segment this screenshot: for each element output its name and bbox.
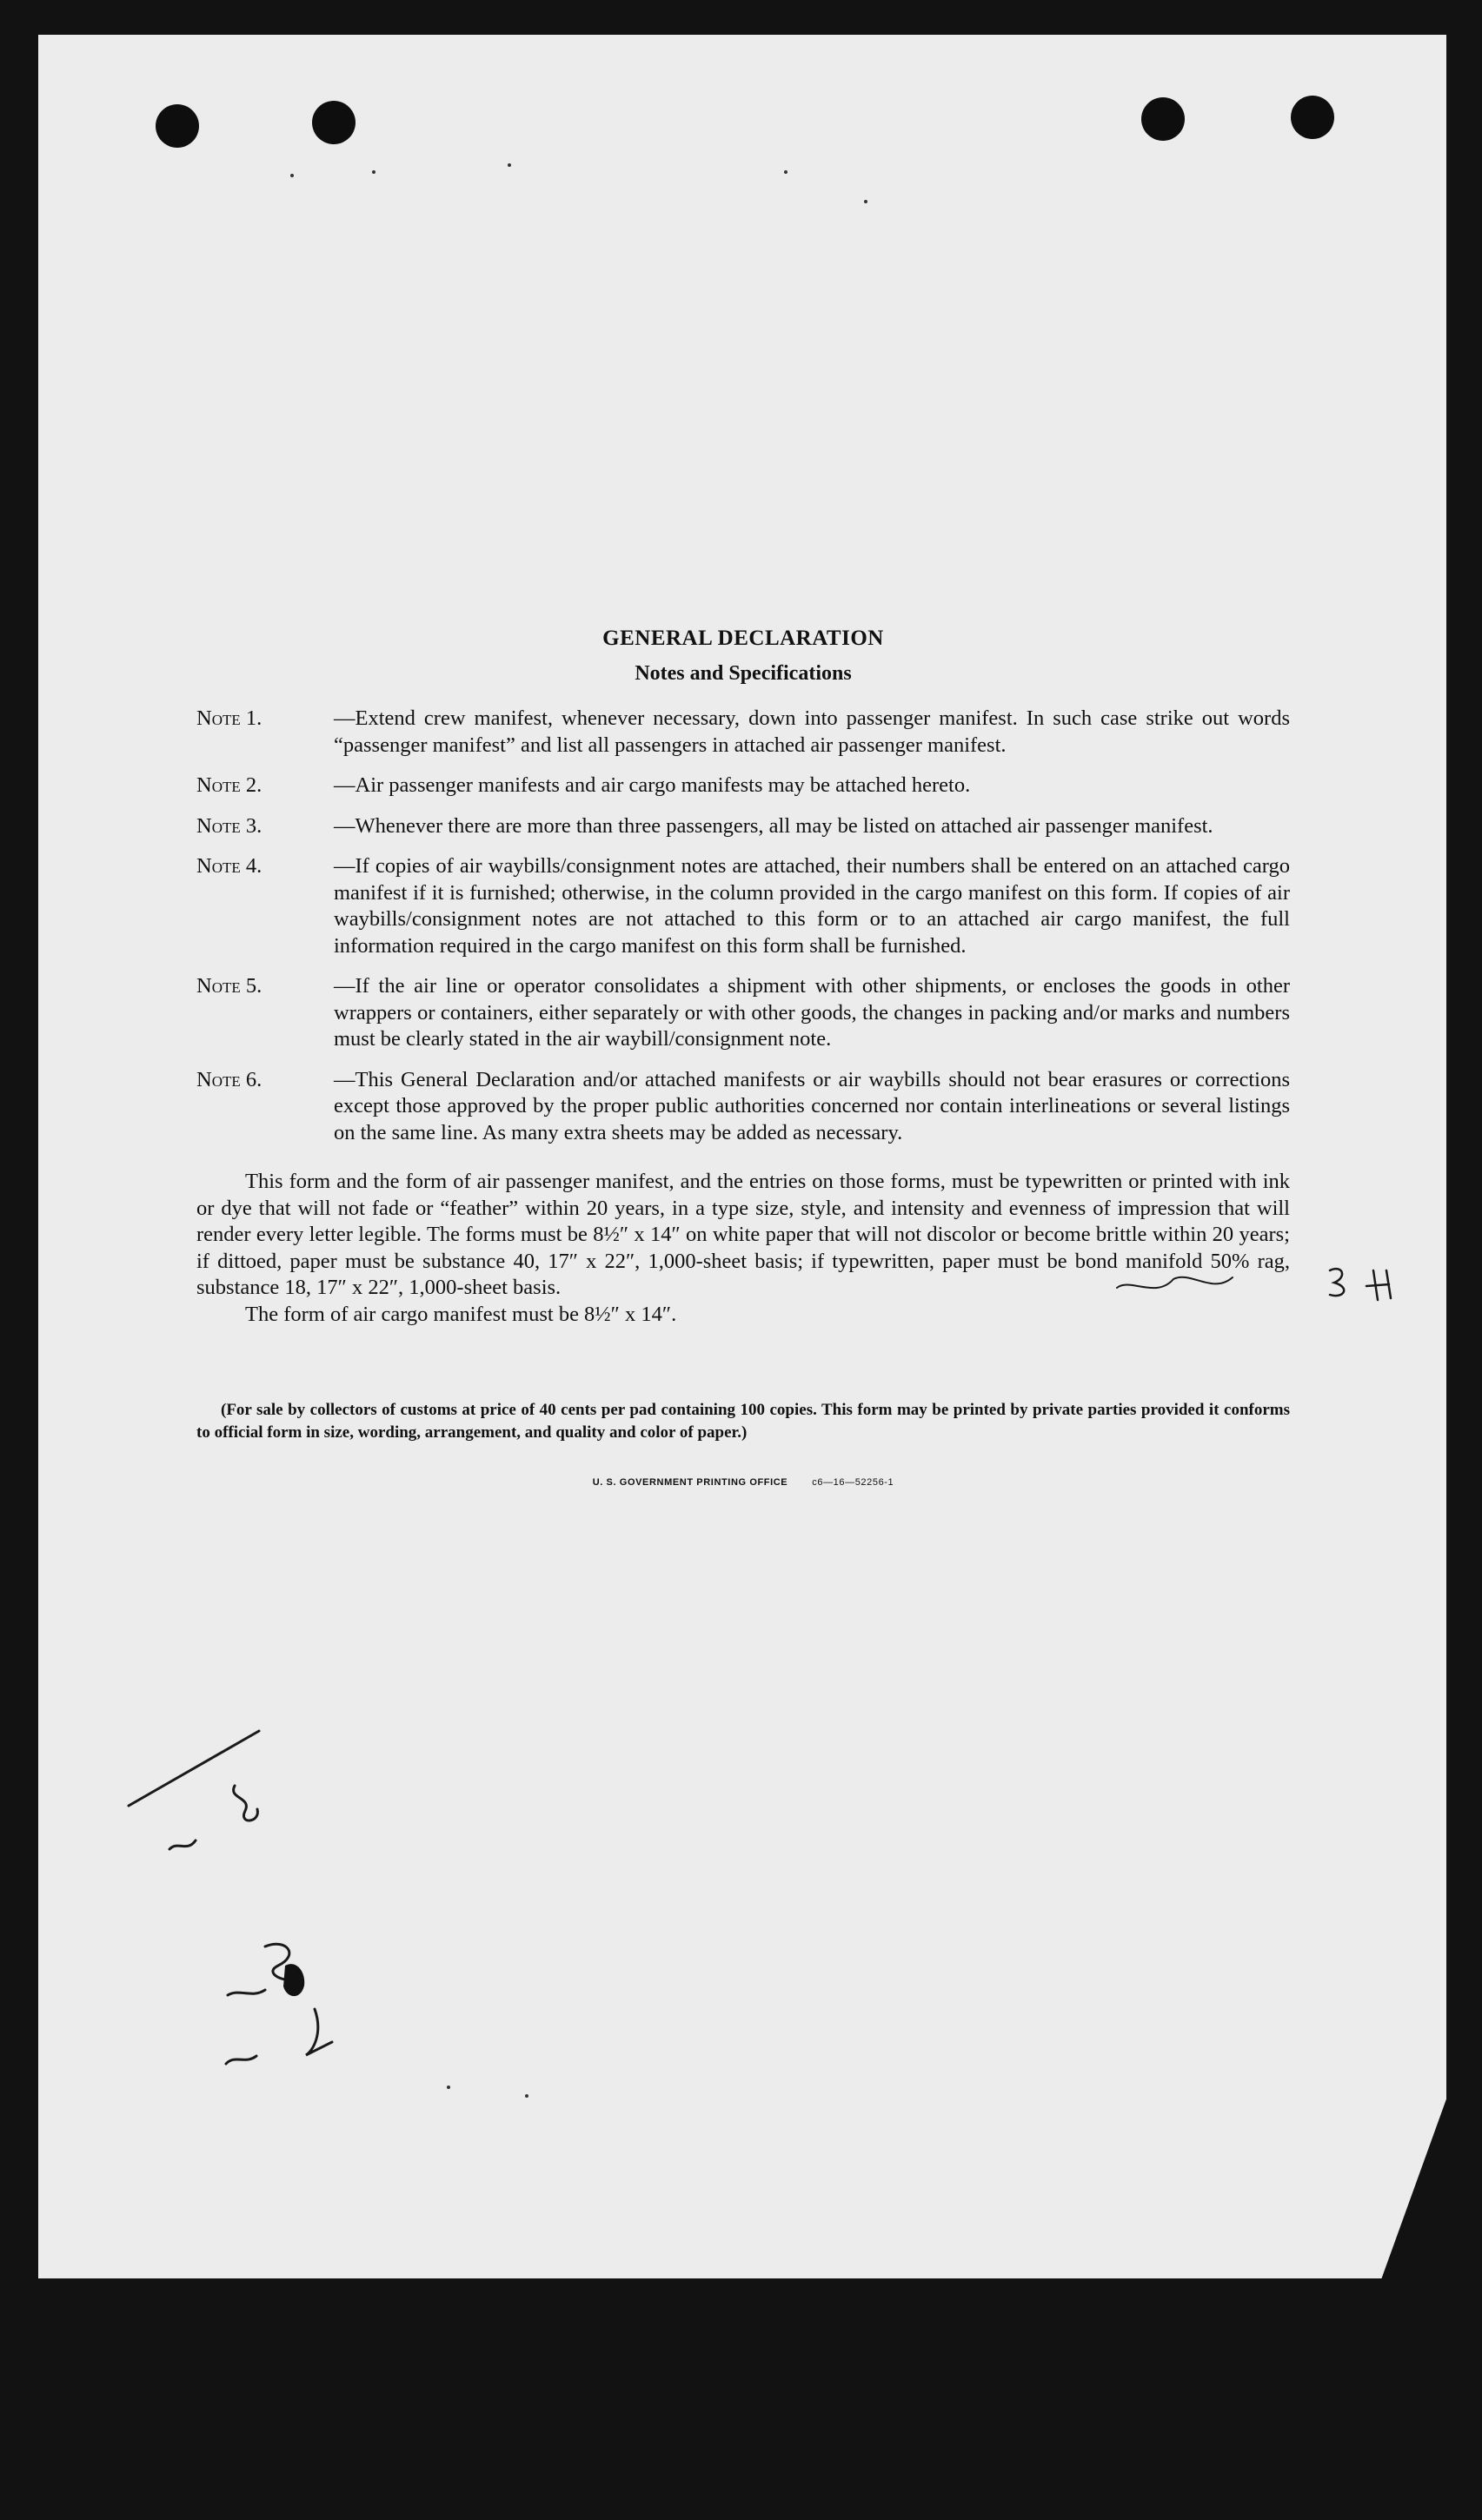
note-text: —Extend crew manifest, whenever necessary, down into passenger manifest. In such case strike out words “passenger manifest” and list all passengers in attached air passenger manifest. <box>334 706 1290 757</box>
note-5 <box>196 973 1290 1053</box>
note-label: Note 5. <box>196 974 263 998</box>
note-text: —Air passenger manifests and air cargo manifests may be attached hereto. <box>334 773 971 797</box>
printer-name: U. S. GOVERNMENT PRINTING OFFICE <box>592 1477 788 1488</box>
punch-hole-icon <box>1141 97 1185 141</box>
note-text: —Whenever there are more than three passengers, all may be listed on attached air passenger manifest. <box>334 813 1213 838</box>
note-3 <box>196 813 1290 840</box>
punch-hole-icon <box>312 101 356 144</box>
note-label: Note 2. <box>196 773 263 797</box>
ink-speck <box>290 174 294 177</box>
note-4 <box>196 853 1290 959</box>
paper-specification-paragraph: This form and the form of air passenger manifest, and the entries on those forms, must be typewritten or printed with ink or dye that will not fade or “feather” within 20 years, in a type size, style, and intensity and evenness of impression that will render every letter legible. The forms must be 8½″ x 14″ on white paper that will not discolor or become brittle within 20 years; if dittoed, paper must be substance 40, 17″ x 22″, 1,000-sheet basis; if typewritten, paper must be bond manifold 50% rag, substance 18, 17″ x 22″, 1,000-sheet basis. <box>196 1170 1290 1299</box>
ink-speck <box>864 200 867 203</box>
printer-imprint <box>196 1477 1290 1488</box>
cargo-manifest-size: The form of air cargo manifest must be 8½″ x 14″. <box>245 1302 677 1326</box>
note-label: Note 1. <box>196 706 263 730</box>
ink-speck <box>508 163 511 167</box>
note-text: —If the air line or operator consolidates a shipment with other shipments, or encloses the goods in other wrappers or containers, either separately or with other goods, the changes in packing and/or marks and numbers must be clearly stated in the air waybill/consignment note. <box>334 974 1290 1051</box>
note-1 <box>196 706 1290 759</box>
note-text: —This General Declaration and/or attached manifests or air waybills should not bear erasures or corrections except those approved by the proper public authorities concerned nor contain interlineations or several listings on the same line. As many extra sheets may be added as necessary. <box>334 1067 1290 1144</box>
punch-hole-icon <box>1291 96 1334 139</box>
document-subtitle: Notes and Specifications <box>635 662 852 685</box>
sale-notice: (For sale by collectors of customs at price of 40 cents per pad containing 100 copies. This form may be printed by private parties provided it conforms to official form in size, wording, arrangement, and quality and color of paper.) <box>196 1401 1290 1442</box>
note-6 <box>196 1067 1290 1147</box>
ink-speck <box>525 2094 528 2098</box>
ink-speck <box>447 2086 450 2089</box>
ink-speck <box>372 170 375 174</box>
declaration-content <box>196 626 1290 1488</box>
note-2 <box>196 773 1290 799</box>
document-title: GENERAL DECLARATION <box>602 627 884 650</box>
printer-code: c6—16—52256-1 <box>812 1477 894 1488</box>
note-label: Note 3. <box>196 813 263 838</box>
note-label: Note 4. <box>196 854 263 878</box>
punch-hole-icon <box>156 104 199 148</box>
note-label: Note 6. <box>196 1067 263 1091</box>
note-text: —If copies of air waybills/consignment notes are attached, their numbers shall be entered on an attached cargo manifest if it is furnished; otherwise, in the column provided in the cargo manifest on this form. If copies of air waybills/consignment notes are not attached to this form or to an attached air cargo manifest, the full information required in the cargo manifest on this form shall be furnished. <box>334 854 1290 958</box>
ink-speck <box>784 170 788 174</box>
